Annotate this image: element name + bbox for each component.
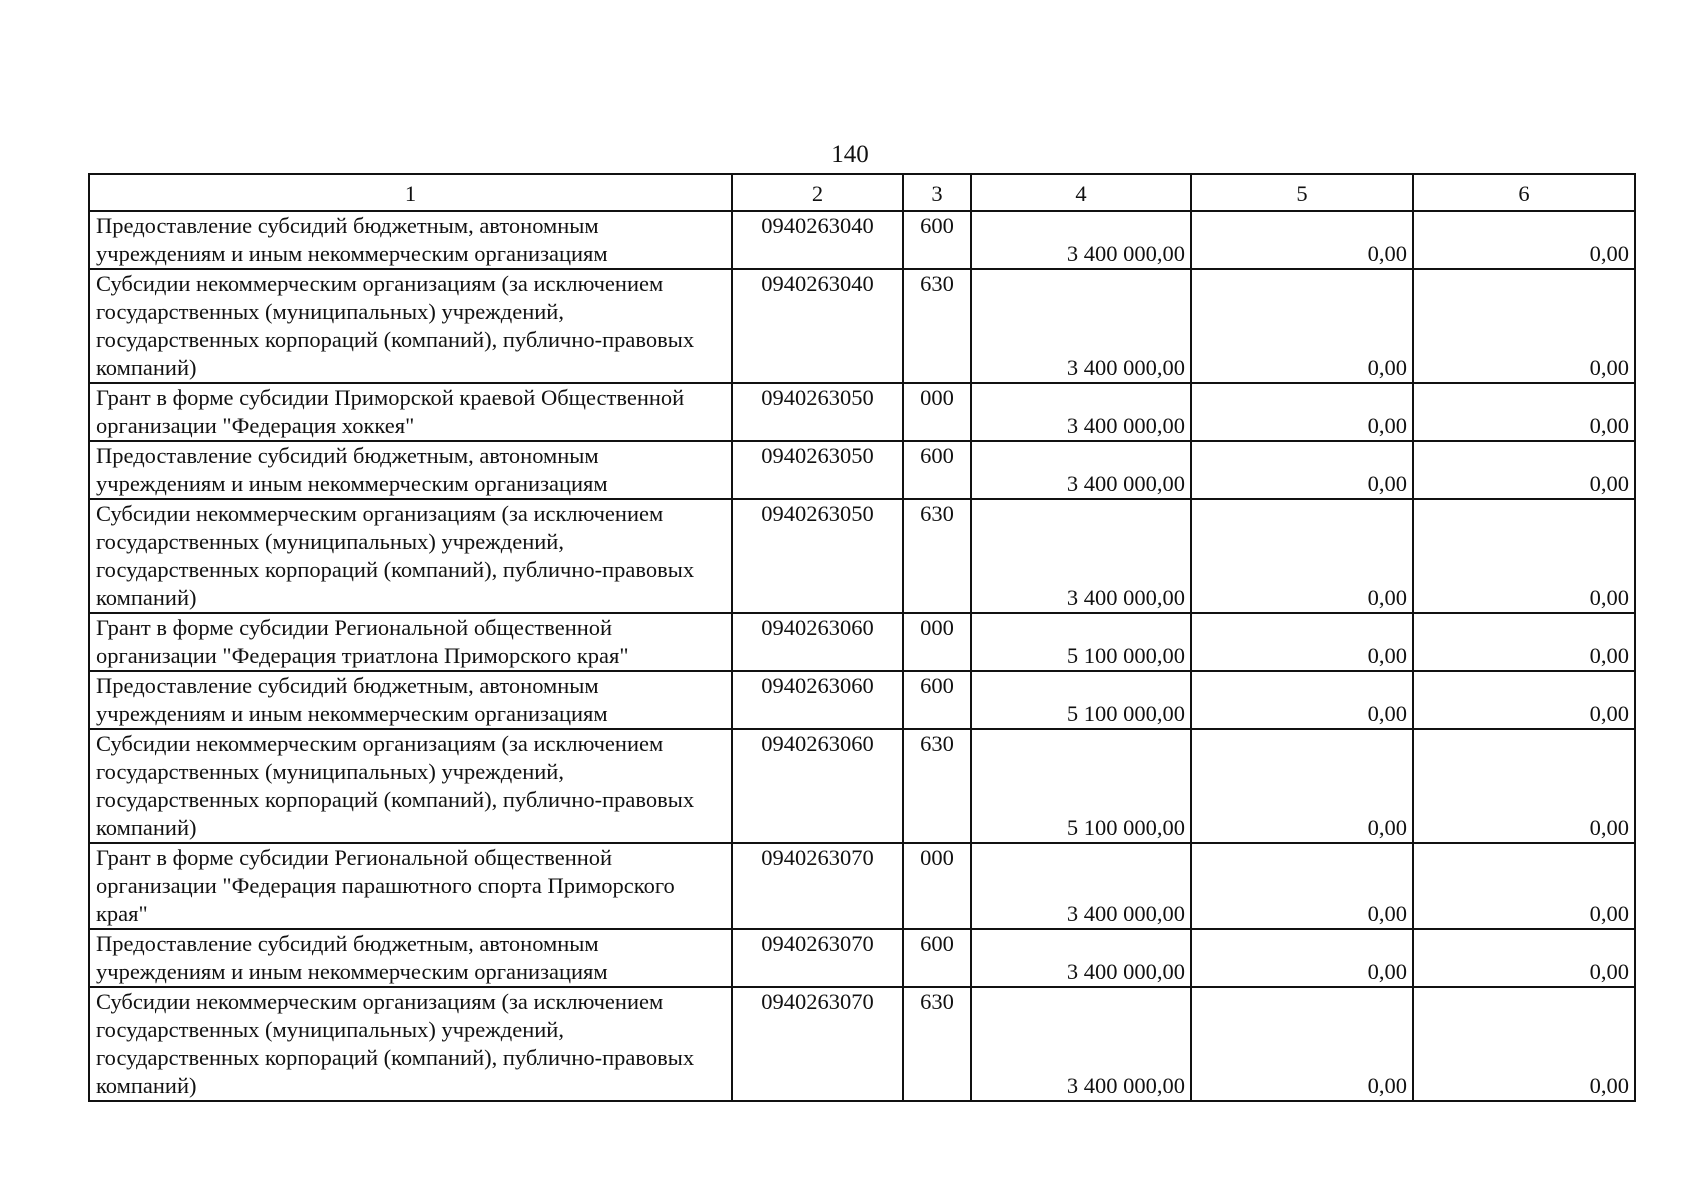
row-sum1-cell: 3 400 000,00 — [971, 383, 1191, 441]
table-row — [89, 929, 1635, 987]
row-name-cell: Субсидии некоммерческим организациям (за исключением государственных (муниципальных) учреждений, государственных корпораций (компаний), публично-правовых компаний) — [89, 729, 732, 843]
row-sum2-cell: 0,00 — [1191, 929, 1413, 987]
row-sum3-cell: 0,00 — [1413, 211, 1635, 269]
row-sum3-cell: 0,00 — [1413, 929, 1635, 987]
row-vr-cell: 000 — [903, 613, 971, 671]
column-header: 1 — [89, 174, 732, 211]
row-sum2-cell: 0,00 — [1191, 269, 1413, 383]
row-sum3-cell: 0,00 — [1413, 987, 1635, 1101]
row-csr-cell: 0940263050 — [732, 499, 903, 613]
row-sum1-cell: 3 400 000,00 — [971, 499, 1191, 613]
row-csr-cell: 0940263050 — [732, 383, 903, 441]
row-csr-cell: 0940263060 — [732, 729, 903, 843]
column-header: 2 — [732, 174, 903, 211]
row-sum2-cell: 0,00 — [1191, 987, 1413, 1101]
row-sum1-cell: 3 400 000,00 — [971, 269, 1191, 383]
row-sum1-cell: 5 100 000,00 — [971, 729, 1191, 843]
row-name-cell: Предоставление субсидий бюджетным, автономным учреждениям и иным некоммерческим организациям — [89, 441, 732, 499]
row-name-cell: Грант в форме субсидии Региональной общественной организации "Федерация парашютного спорта Приморского края" — [89, 843, 732, 929]
row-sum2-cell: 0,00 — [1191, 843, 1413, 929]
row-sum2-cell: 0,00 — [1191, 729, 1413, 843]
row-vr-cell: 600 — [903, 441, 971, 499]
table-row — [89, 843, 1635, 929]
row-vr-cell: 000 — [903, 843, 971, 929]
row-vr-cell: 600 — [903, 211, 971, 269]
row-sum2-cell: 0,00 — [1191, 671, 1413, 729]
table-row — [89, 211, 1635, 269]
row-sum1-cell: 5 100 000,00 — [971, 613, 1191, 671]
row-csr-cell: 0940263060 — [732, 671, 903, 729]
row-sum2-cell: 0,00 — [1191, 383, 1413, 441]
column-header: 3 — [903, 174, 971, 211]
row-csr-cell: 0940263060 — [732, 613, 903, 671]
row-csr-cell: 0940263070 — [732, 929, 903, 987]
table-row — [89, 987, 1635, 1101]
row-vr-cell: 600 — [903, 671, 971, 729]
table-row — [89, 671, 1635, 729]
row-name-cell: Грант в форме субсидии Приморской краевой Общественной организации "Федерация хоккея" — [89, 383, 732, 441]
table-row — [89, 441, 1635, 499]
column-header: 5 — [1191, 174, 1413, 211]
table-row — [89, 499, 1635, 613]
row-csr-cell: 0940263070 — [732, 987, 903, 1101]
table-row — [89, 269, 1635, 383]
row-sum1-cell: 5 100 000,00 — [971, 671, 1191, 729]
row-sum3-cell: 0,00 — [1413, 729, 1635, 843]
row-name-cell: Предоставление субсидий бюджетным, автономным учреждениям и иным некоммерческим организациям — [89, 211, 732, 269]
row-vr-cell: 630 — [903, 499, 971, 613]
row-sum3-cell: 0,00 — [1413, 499, 1635, 613]
row-sum3-cell: 0,00 — [1413, 441, 1635, 499]
column-header: 4 — [971, 174, 1191, 211]
row-vr-cell: 600 — [903, 929, 971, 987]
row-name-cell: Субсидии некоммерческим организациям (за исключением государственных (муниципальных) учреждений, государственных корпораций (компаний), публично-правовых компаний) — [89, 499, 732, 613]
row-sum3-cell: 0,00 — [1413, 843, 1635, 929]
row-sum1-cell: 3 400 000,00 — [971, 987, 1191, 1101]
budget-table — [88, 173, 1636, 1102]
row-name-cell: Субсидии некоммерческим организациям (за исключением государственных (муниципальных) учреждений, государственных корпораций (компаний), публично-правовых компаний) — [89, 987, 732, 1101]
row-name-cell: Предоставление субсидий бюджетным, автономным учреждениям и иным некоммерческим организациям — [89, 671, 732, 729]
row-name-cell: Субсидии некоммерческим организациям (за исключением государственных (муниципальных) учреждений, государственных корпораций (компаний), публично-правовых компаний) — [89, 269, 732, 383]
page-number: 140 — [831, 141, 869, 168]
row-vr-cell: 630 — [903, 729, 971, 843]
row-vr-cell: 630 — [903, 269, 971, 383]
row-vr-cell: 000 — [903, 383, 971, 441]
row-csr-cell: 0940263070 — [732, 843, 903, 929]
row-vr-cell: 630 — [903, 987, 971, 1101]
row-sum1-cell: 3 400 000,00 — [971, 441, 1191, 499]
header-row — [89, 174, 1635, 211]
table-row — [89, 729, 1635, 843]
table-row — [89, 383, 1635, 441]
column-header: 6 — [1413, 174, 1635, 211]
row-sum3-cell: 0,00 — [1413, 269, 1635, 383]
row-csr-cell: 0940263040 — [732, 269, 903, 383]
row-csr-cell: 0940263050 — [732, 441, 903, 499]
table-row — [89, 613, 1635, 671]
row-sum3-cell: 0,00 — [1413, 613, 1635, 671]
row-name-cell: Грант в форме субсидии Региональной общественной организации "Федерация триатлона Приморского края" — [89, 613, 732, 671]
row-sum3-cell: 0,00 — [1413, 671, 1635, 729]
row-sum2-cell: 0,00 — [1191, 211, 1413, 269]
row-sum2-cell: 0,00 — [1191, 441, 1413, 499]
row-sum1-cell: 3 400 000,00 — [971, 211, 1191, 269]
row-name-cell: Предоставление субсидий бюджетным, автономным учреждениям и иным некоммерческим организациям — [89, 929, 732, 987]
row-csr-cell: 0940263040 — [732, 211, 903, 269]
row-sum1-cell: 3 400 000,00 — [971, 929, 1191, 987]
row-sum2-cell: 0,00 — [1191, 499, 1413, 613]
row-sum3-cell: 0,00 — [1413, 383, 1635, 441]
row-sum2-cell: 0,00 — [1191, 613, 1413, 671]
row-sum1-cell: 3 400 000,00 — [971, 843, 1191, 929]
